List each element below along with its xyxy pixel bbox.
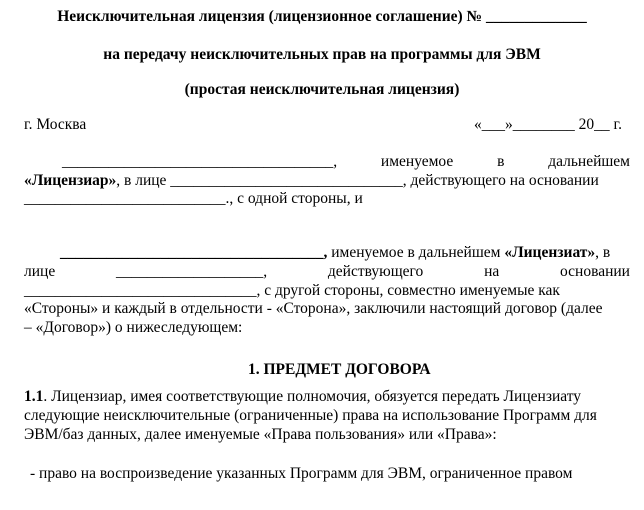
contract-title: Неисключительная лицензия (лицензионное соглашение) № _____________ (57, 8, 587, 25)
party2-line3: ______________________________, с другой стороны, совместно именуемые как (24, 282, 560, 299)
licensor-name-blank: ___________________________________, (62, 153, 338, 170)
word: лице (24, 263, 56, 280)
word: в (497, 153, 505, 170)
word: основании (560, 263, 630, 280)
clause-number: 1.1 (24, 388, 44, 405)
word: на (484, 263, 500, 280)
clause-1-1-line2: следующие неисключительные (ограниченные) права на использование Программ для (24, 407, 597, 424)
party1-line3: __________________________., с одной стороны, и (24, 190, 363, 207)
party2-line4: «Стороны» и каждый в отдельности - «Сторона», заключили настоящий договор (далее (24, 300, 603, 317)
word: дальнейшем (548, 153, 630, 170)
city: г. Москва (24, 116, 87, 133)
signatory-blank: ___________________, (116, 263, 268, 280)
licensor-term: «Лицензиар» (24, 172, 117, 189)
party2-line5: – «Договор») о нижеследующем: (24, 319, 243, 336)
contract-subtitle: на передачу неисключительных прав на программы для ЭВМ (103, 46, 541, 63)
text: , в лице ______________________________, действующего на основании (116, 172, 599, 189)
text: именуемое в дальнейшем (327, 244, 505, 261)
clause-1-1-line1 (24, 388, 581, 406)
party1-line1 (24, 153, 630, 171)
word: именуемое (380, 153, 454, 170)
party2-line2 (24, 263, 630, 281)
party2-line1 (60, 244, 610, 262)
licensee-name-blank: __________________________________, (60, 244, 328, 261)
party1-line2 (24, 172, 599, 190)
license-type: (простая неисключительная лицензия) (184, 81, 460, 98)
text: , в (595, 244, 611, 261)
text: . Лицензиар, имея соответствующие полномочия, обязуется передать Лицензиату (43, 388, 582, 405)
contract-date: «___»________ 20__ г. (474, 116, 622, 133)
clause-1-1-line3: ЭВМ/баз данных, далее именуемые «Права пользования» или «Права»: (24, 426, 497, 443)
word: действующего (327, 263, 424, 280)
section1-heading: 1. ПРЕДМЕТ ДОГОВОРА (248, 361, 431, 378)
licensee-term: «Лицензиат» (504, 244, 596, 261)
rights-list-item: - право на воспроизведение указанных Программ для ЭВМ, ограниченное правом (30, 465, 573, 482)
